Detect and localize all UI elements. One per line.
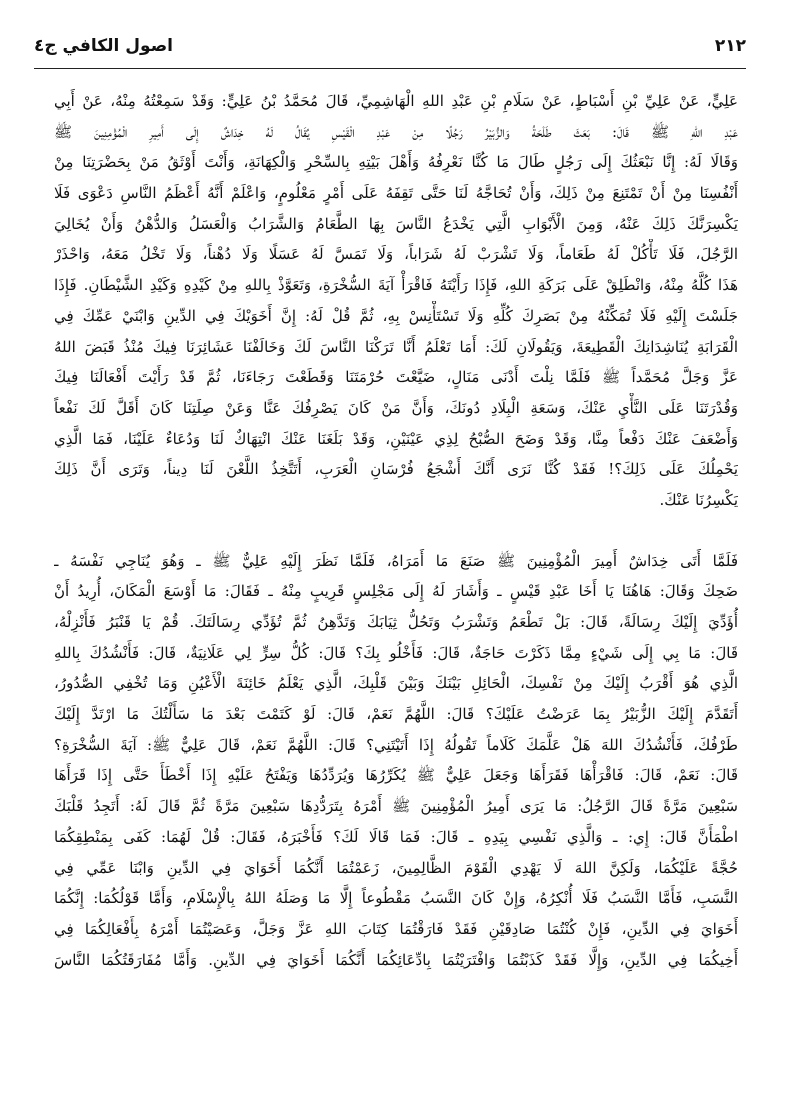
paragraph-spacer xyxy=(54,516,738,546)
text-line: حُجَّةً عَلَيْكُمَا، وَلَكِنَّ اللهَ لَا يَهْدِي الْقَوْمَ الظَّالِمِينَ، زَعَمْتُمَا أَنَّكُمَا أَخَوَايَ فِي الدِّينِ وَابْنَا عَمِّي فِي xyxy=(54,858,738,877)
paragraph-2 xyxy=(54,546,738,976)
text-line: اطْمَأَنَّ قَالَ: إِي: ـ وَالَّذِي نَفْسِي بِيَدِهِ ـ قَالَ: فَمَا قَالَا لَكَ؟ فَأَخْبَرَهُ، فَقَالَ: قُلْ لَهُمَا: كَفَى بِمَنْطِقِكُمَا xyxy=(54,827,738,846)
text-line: عَبْدِ اللهِ ﷺ قَالَ: بَعَثَ طَلْحَةُ وَالزُّبَيْرُ رَجُلًا مِنْ عَبْدِ الْقَيْسِ يُقَالُ لَهُ خِدَاشٌ إِلَى أَمِيرِ الْمُؤْمِنِينَ ﷺ xyxy=(54,122,738,141)
text-line: أَتَقَدَّمَ إِلَيْكَ الزُّبَيْرُ بِمَا عَرَضْتُ عَلَيْكَ؟ قَالَ: اللَّهُمَّ نَعَمْ، قَالَ: لَوْ كَتَمْتَ بَعْدَ مَا سَأَلْتُكَ مَا ارْتَدَّ إِلَيْكَ xyxy=(54,705,738,724)
text-line: أَخِيكُمَا فِي الدِّينِ، وَإِلَّا فَقَدْ كَذَبْتُمَا وَافْتَرَيْتُمَا بِادِّعَائِكُمَا أَنَّكُمَا أَخَوَايَ فِي الدِّينِ. وَأَمَّا مُفَارَقَتُكُمَا النَّاسَ xyxy=(54,950,738,969)
text-line: ضَحِكَ وَقَالَ: هَاهُنَا يَا أَخَا عَبْدِ قَيْسٍ ـ وَأَشَارَ لَهُ إِلَى مَجْلِسٍ قَرِيبٍ مِنْهُ ـ فَقَالَ: مَا أَوْسَعَ الْمَكَانَ، أُرِيدُ أَنْ xyxy=(54,582,738,601)
text-line: قَالَ: نَعَمْ، قَالَ: فَاقْرَأْهَا فَقَرَأَهَا وَجَعَلَ عَلِيٌّ ﷺ يُكَرِّرُهَا وَيُرَدِّدُهَا وَيَفْتَحُ عَلَيْهِ إِذَا أَخْطَأَ حَتَّى إِذَا قَرَأَهَا xyxy=(54,766,738,785)
text-line: عَلِيٍّ، عَنْ عَلِيِّ بْنِ أَسْبَاطٍ، عَنْ سَلَامِ بْنِ عَبْدِ اللهِ الْهَاشِمِيِّ، قَالَ مُحَمَّدُ بْنُ عَلِيٍّ: وَقَدْ سَمِعْتُهُ مِنْهُ، عَنْ أَبِي xyxy=(54,92,738,110)
text-line: يَكْسِرُنَا عَنْكَ. xyxy=(659,490,738,509)
text-line: يَحْمِلُكَ عَلَى ذَلِكَ؟! فَقَدْ كُنَّا نَرَى أَنَّكَ أَشْجَعُ فُرْسَانِ الْعَرَبِ، أَتَتَّخِذُ اللَّعْنَ لَنَا دِيناً، وَتَرَى أَنَّ ذَلِكَ xyxy=(54,460,738,479)
text-line: طَرْفُكَ، فَأَنْشُدُكَ اللهَ هَلْ عَلَّمَكَ كَلَاماً تَقُولُهُ إِذَا أَتَيْتَنِي؟ قَالَ: اللَّهُمَّ نَعَمْ، قَالَ عَلِيٌّ ﷺ: آيَةَ السُّخْرَةِ؟ xyxy=(54,735,738,754)
text-line: الرَّجُلَ، فَلَا تَأْكُلْ لَهُ طَعَاماً، وَلَا تَشْرَبْ لَهُ شَرَاباً، وَلَا تَمَسَّ لَهُ عَسَلًا وَلَا دُهْناً، وَلَا تَخْلُ مَعَهُ، وَاحْذَرْ xyxy=(54,245,738,264)
text-line: أُؤَدِّيَ إِلَيْكَ رِسَالَةً، قَالَ: بَلْ تَطْعَمُ وَتَشْرَبُ وَتَحُلُّ ثِيَابَكَ وَتَدَّهِنُ ثُمَّ تُؤَدِّي رِسَالَتَكَ. قُمْ يَا قَنْبَرُ فَأَنْزِلْهُ، xyxy=(54,613,738,631)
text-line: الَّذِي هُوَ أَقْرَبُ إِلَيْكَ مِنْ نَفْسِكَ، الْحَائِلِ بَيْنَكَ وَبَيْنَ قَلْبِكَ، الَّذِي يَعْلَمُ خَائِنَةَ الْأَعْيُنِ وَمَا تُخْفِي الصُّدُورُ، xyxy=(54,674,738,693)
text-line: هَذَا كُلَّهُ مِنْهُ، وَانْطَلِقْ عَلَى بَرَكَةِ اللهِ، فَإِذَا رَأَيْتَهُ فَاقْرَأْ آيَةَ السُّخْرَةِ، وَتَعَوَّذْ بِاللهِ مِنْ كَيْدِهِ وَكَيْدِ الشَّيْطَانِ. فَإِذَا xyxy=(54,276,738,295)
text-line: وَقَالَا لَهُ: إِنَّا نَبْعَثُكَ إِلَى رَجُلٍ طَالَ مَا كُنَّا نَعْرِفُهُ وَأَهْلَ بَيْتِهِ بِالسِّحْرِ وَالْكِهَانَةِ، وَأَنْتَ أَوْثَقُ مَنْ بِحَضْرَتِنَا مِنْ xyxy=(54,153,738,172)
text-line: وَأَضْعَفَ عَنْكَ دَفْعاً مِنَّا، وَقَدْ وَضَحَ الصُّبْحُ لِذِي عَيْنَيْنِ، وَقَدْ بَلَغَنَا عَنْكَ انْتِهَاكٌ لَنَا وَدُعَاءٌ عَلَيْنَا، فَمَا الَّذِي xyxy=(54,429,738,448)
page-number: ٢١٢ xyxy=(714,36,746,56)
text-line: أَخَوَايَ فِي الدِّينِ، فَإِنْ كُنْتُمَا صَادِقَيْنِ فَقَدْ فَارَقْتُمَا كِتَابَ اللهِ عَزَّ وَجَلَّ، وَعَصَيْتُمَا أَمْرَهُ بِأَفْعَالِكُمَا فِي xyxy=(54,919,738,938)
running-header-title: اصول الكافي ج٤ xyxy=(34,36,173,56)
text-line: أَنْفُسِنَا مِنْ أَنْ تَمْتَنِعَ مِنْ ذَلِكَ، وَأَنْ تُحَاجَّهُ لَنَا حَتَّى تَقِفَهُ عَلَى أَمْرٍ مَعْلُومٍ، وَاعْلَمْ أَنَّهُ أَعْظَمُ النَّاسِ دَعْوَى فَلَا xyxy=(54,184,738,203)
text-line: فَلَمَّا أَتَى خِدَاشٌ أَمِيرَ الْمُؤْمِنِينَ ﷺ صَنَعَ مَا أَمَرَاهُ، فَلَمَّا نَظَرَ إِلَيْهِ عَلِيٌّ ﷺ ـ وَهُوَ يُنَاجِي نَفْسَهُ ـ xyxy=(54,551,738,570)
text-line: الْقَرَابَةِ يُنَاشِدَانِكَ الْقَطِيعَةَ، وَيَقُولَانِ لَكَ: أَمَا تَعْلَمُ أَنَّا تَرَكْنَا النَّاسَ لَكَ وَخَالَفْنَا عَشَائِرَنَا فِيكَ مُنْذُ قَبَضَ اللهُ xyxy=(54,337,738,356)
text-line: النَّسَبِ، فَأَمَّا النَّسَبُ فَلَا أُنْكِرُهُ، وَإِنْ كَانَ النَّسَبُ مَقْطُوعاً إِلَّا مَا وَصَلَهُ اللهُ بِالْإِسْلَامِ، وَأَمَّا قَوْلُكُمَا: إِنَّكُمَا xyxy=(54,889,738,908)
text-line: عَزَّ وَجَلَّ مُحَمَّداً ﷺ فَلَمَّا نِلْتَ أَدْنَى مَنَالٍ، ضَيَّعْتَ حُرْمَتَنَا وَقَطَعْتَ رَجَاءَنَا، ثُمَّ قَدْ رَأَيْتَ أَفْعَالَنَا فِيكَ xyxy=(54,368,738,387)
text-line: جَلَسْتَ إِلَيْهِ فَلَا تُمَكِّنْهُ مِنْ بَصَرِكَ كُلِّهِ وَلَا تَسْتَأْنِسْ بِهِ، ثُمَّ قُلْ لَهُ: إِنَّ أَخَوَيْكَ فِي الدِّينِ وَابْنَيْ عَمِّكَ فِي xyxy=(54,306,738,325)
text-line: قَالَ: مَا بِي إِلَى شَيْءٍ مِمَّا ذَكَرْتَ حَاجَةٌ، قَالَ: فَأَخْلُو بِكَ؟ قَالَ: كُلُّ سِرٍّ لِي عَلَانِيَةٌ، قَالَ: فَأَنْشُدُكَ بِاللهِ xyxy=(54,643,738,662)
text-line: وَقُدْرَتَنَا عَلَى النَّأْيِ عَنْكَ، وَسَعَةِ الْبِلَادِ دُونَكَ، وَأَنَّ مَنْ كَانَ يَصْرِفُكَ عَنَّا وَعَنْ صِلَتِنَا كَانَ أَقَلَّ لَكَ نَفْعاً xyxy=(54,398,738,417)
paragraph-1 xyxy=(54,86,738,516)
page-header xyxy=(34,30,746,70)
header-divider xyxy=(34,68,746,69)
text-line: سَبْعِينَ مَرَّةً قَالَ الرَّجُلُ: مَا يَرَى أَمِيرُ الْمُؤْمِنِينَ ﷺ أَمْرَهُ بِتَرَدُّدِهَا سَبْعِينَ مَرَّةً ثُمَّ قَالَ لَهُ: أَتَجِدُ قَلْبَكَ xyxy=(54,797,738,816)
body-text xyxy=(54,86,738,975)
text-line: يَكْسِرَنَّكَ ذَلِكَ عَنْهُ، وَمِنَ الْأَبْوَابِ الَّتِي يَخْدَعُ النَّاسَ بِهَا الطَّعَامُ وَالشَّرَابُ وَالْعَسَلُ وَالدُّهْنُ وَأَنْ يُخَالِيَ xyxy=(54,214,738,233)
